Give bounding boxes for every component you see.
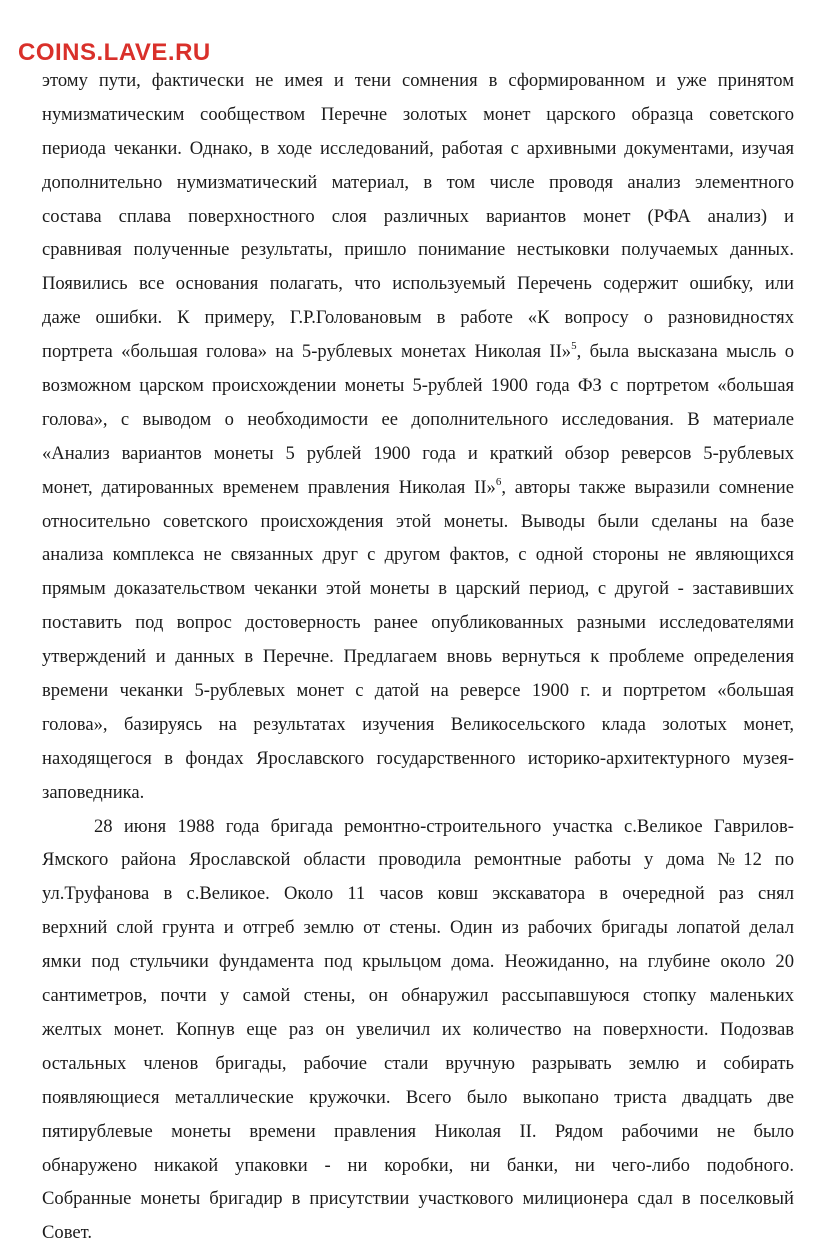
text-segment: монет, датированных временем правления Николая II»: [42, 476, 496, 498]
text-segment: времени чеканки 5-рублевых монет с датой на реверсе 1900 г. и портретом «большая: [42, 680, 794, 702]
text-line: [42, 369, 794, 403]
text-line: [42, 776, 794, 810]
text-segment: состава сплава поверхностного слоя различных вариантов монет (РФА анализ) и: [42, 205, 794, 227]
watermark-logo: COINS.LAVE.RU: [18, 39, 211, 66]
text-line: верхний слой грунта и отгреб землю от стены. Один из рабочих бригады лопатой делал: [42, 917, 794, 939]
text-line: Ямского района Ярославской области проводила ремонтные работы у дома №12 по: [42, 849, 794, 871]
text-line: [42, 166, 794, 200]
text-segment: нумизматическим сообществом Перечне золотых монет царского образца советского: [42, 103, 794, 125]
text-line: обнаружено никакой упаковки - ни коробки, ни банки, ни чего-либо подобного.: [42, 1154, 794, 1176]
text-segment: голова», с выводом о необходимости ее дополнительного исследования. В материале: [42, 408, 794, 430]
paragraph-1: [42, 64, 794, 810]
footnote-marker: 5: [571, 340, 577, 353]
text-segment: дополнительно нумизматический материал, в том числе проводя анализ элементного: [42, 171, 794, 193]
text-line: [42, 132, 794, 166]
text-segment: периода чеканки. Однако, в ходе исследований, работая с архивными документами, изучая: [42, 137, 794, 159]
text-line: [42, 505, 794, 539]
text-line: [42, 437, 794, 471]
text-segment: этому пути, фактически не имея и тени сомнения в сформированном и уже принятом: [42, 70, 794, 91]
text-line: [42, 471, 794, 505]
text-segment: поставить под вопрос достоверность ранее опубликованных разными исследователями: [42, 612, 794, 634]
text-line: [42, 606, 794, 640]
text-segment: Появились все основания полагать, что используемый Перечень содержит ошибку, или: [42, 273, 794, 295]
text-segment: , была высказана мысль о: [576, 341, 795, 363]
document-page: [42, 64, 794, 1250]
footnote-marker: 6: [495, 475, 502, 488]
text-line: появляющиеся металлические кружочки. Всего было выкопано триста двадцать две: [42, 1086, 794, 1108]
text-line: [42, 674, 794, 708]
text-line: [42, 742, 794, 776]
text-segment: сравнивая полученные результаты, пришло понимание нестыковки получаемых данных.: [42, 239, 794, 261]
text-line: [42, 98, 794, 132]
text-segment: «Анализ вариантов монеты 5 рублей 1900 года и краткий обзор реверсов 5-рублевых: [42, 442, 794, 464]
text-segment: анализа комплекса не связанных друг с другом фактов, с одной стороны не являющихся: [42, 544, 794, 566]
text-segment: находящегося в фондах Ярославского государственного историко-архитектурного музея-: [42, 747, 794, 769]
text-line: Собранные монеты бригадир в присутствии участкового милиционера сдал в поселковый: [42, 1188, 794, 1210]
text-line: [42, 64, 794, 98]
text-line: [42, 708, 794, 742]
text-line: Совет.: [42, 1222, 92, 1244]
text-line: [42, 335, 794, 369]
text-line: ямки под стульчики фундамента под крыльцом дома. Неожиданно, на глубине около 20: [42, 951, 794, 973]
text-segment: заповедника.: [42, 781, 145, 803]
text-segment: относительно советского происхождения этой монеты. Выводы были сделаны на базе: [42, 510, 794, 532]
text-segment: голова», базируясь на результатах изучения Великосельского клада золотых монет,: [42, 713, 794, 735]
text-line: 28 июня 1988 года бригада ремонтно-строительного участка с.Великое Гаврилов-: [94, 815, 794, 837]
text-line: ул.Труфанова в с.Великое. Около 11 часов ковш экскаватора в очередной раз снял: [42, 883, 794, 905]
text-line: сантиметров, почти у самой стены, он обнаружил рассыпавшуюся стопку маленьких: [42, 985, 794, 1007]
text-segment: возможном царском происхождении монеты 5-рублей 1900 года ФЗ с портретом «большая: [42, 375, 794, 397]
paragraph-2: [42, 810, 794, 1250]
text-segment: портрета «большая голова» на 5-рублевых монетах Николая II»: [42, 341, 572, 363]
text-line: [42, 403, 794, 437]
text-line: [42, 538, 794, 572]
text-line: [42, 640, 794, 674]
text-line: [42, 233, 794, 267]
text-line: [42, 267, 794, 301]
text-line: пятирублевые монеты времени правления Николая II. Рядом рабочими не было: [42, 1120, 794, 1142]
text-line: [42, 572, 794, 606]
text-segment: утверждений и данных в Перечне. Предлагаем вновь вернуться к проблеме определения: [42, 646, 794, 668]
text-line: остальных членов бригады, рабочие стали вручную разрывать землю и собирать: [42, 1052, 794, 1074]
text-line: [42, 200, 794, 234]
text-segment: , авторы также выразили сомнение: [501, 476, 795, 498]
text-segment: даже ошибки. К примеру, Г.Р.Головановым в работе «К вопросу о разновидностях: [42, 307, 794, 329]
text-line: желтых монет. Копнув еще раз он увеличил их количество на поверхности. Подозвав: [42, 1018, 794, 1040]
text-line: [42, 301, 794, 335]
text-segment: прямым доказательством чеканки этой монеты в царский период, с другой - заставивших: [42, 578, 794, 600]
